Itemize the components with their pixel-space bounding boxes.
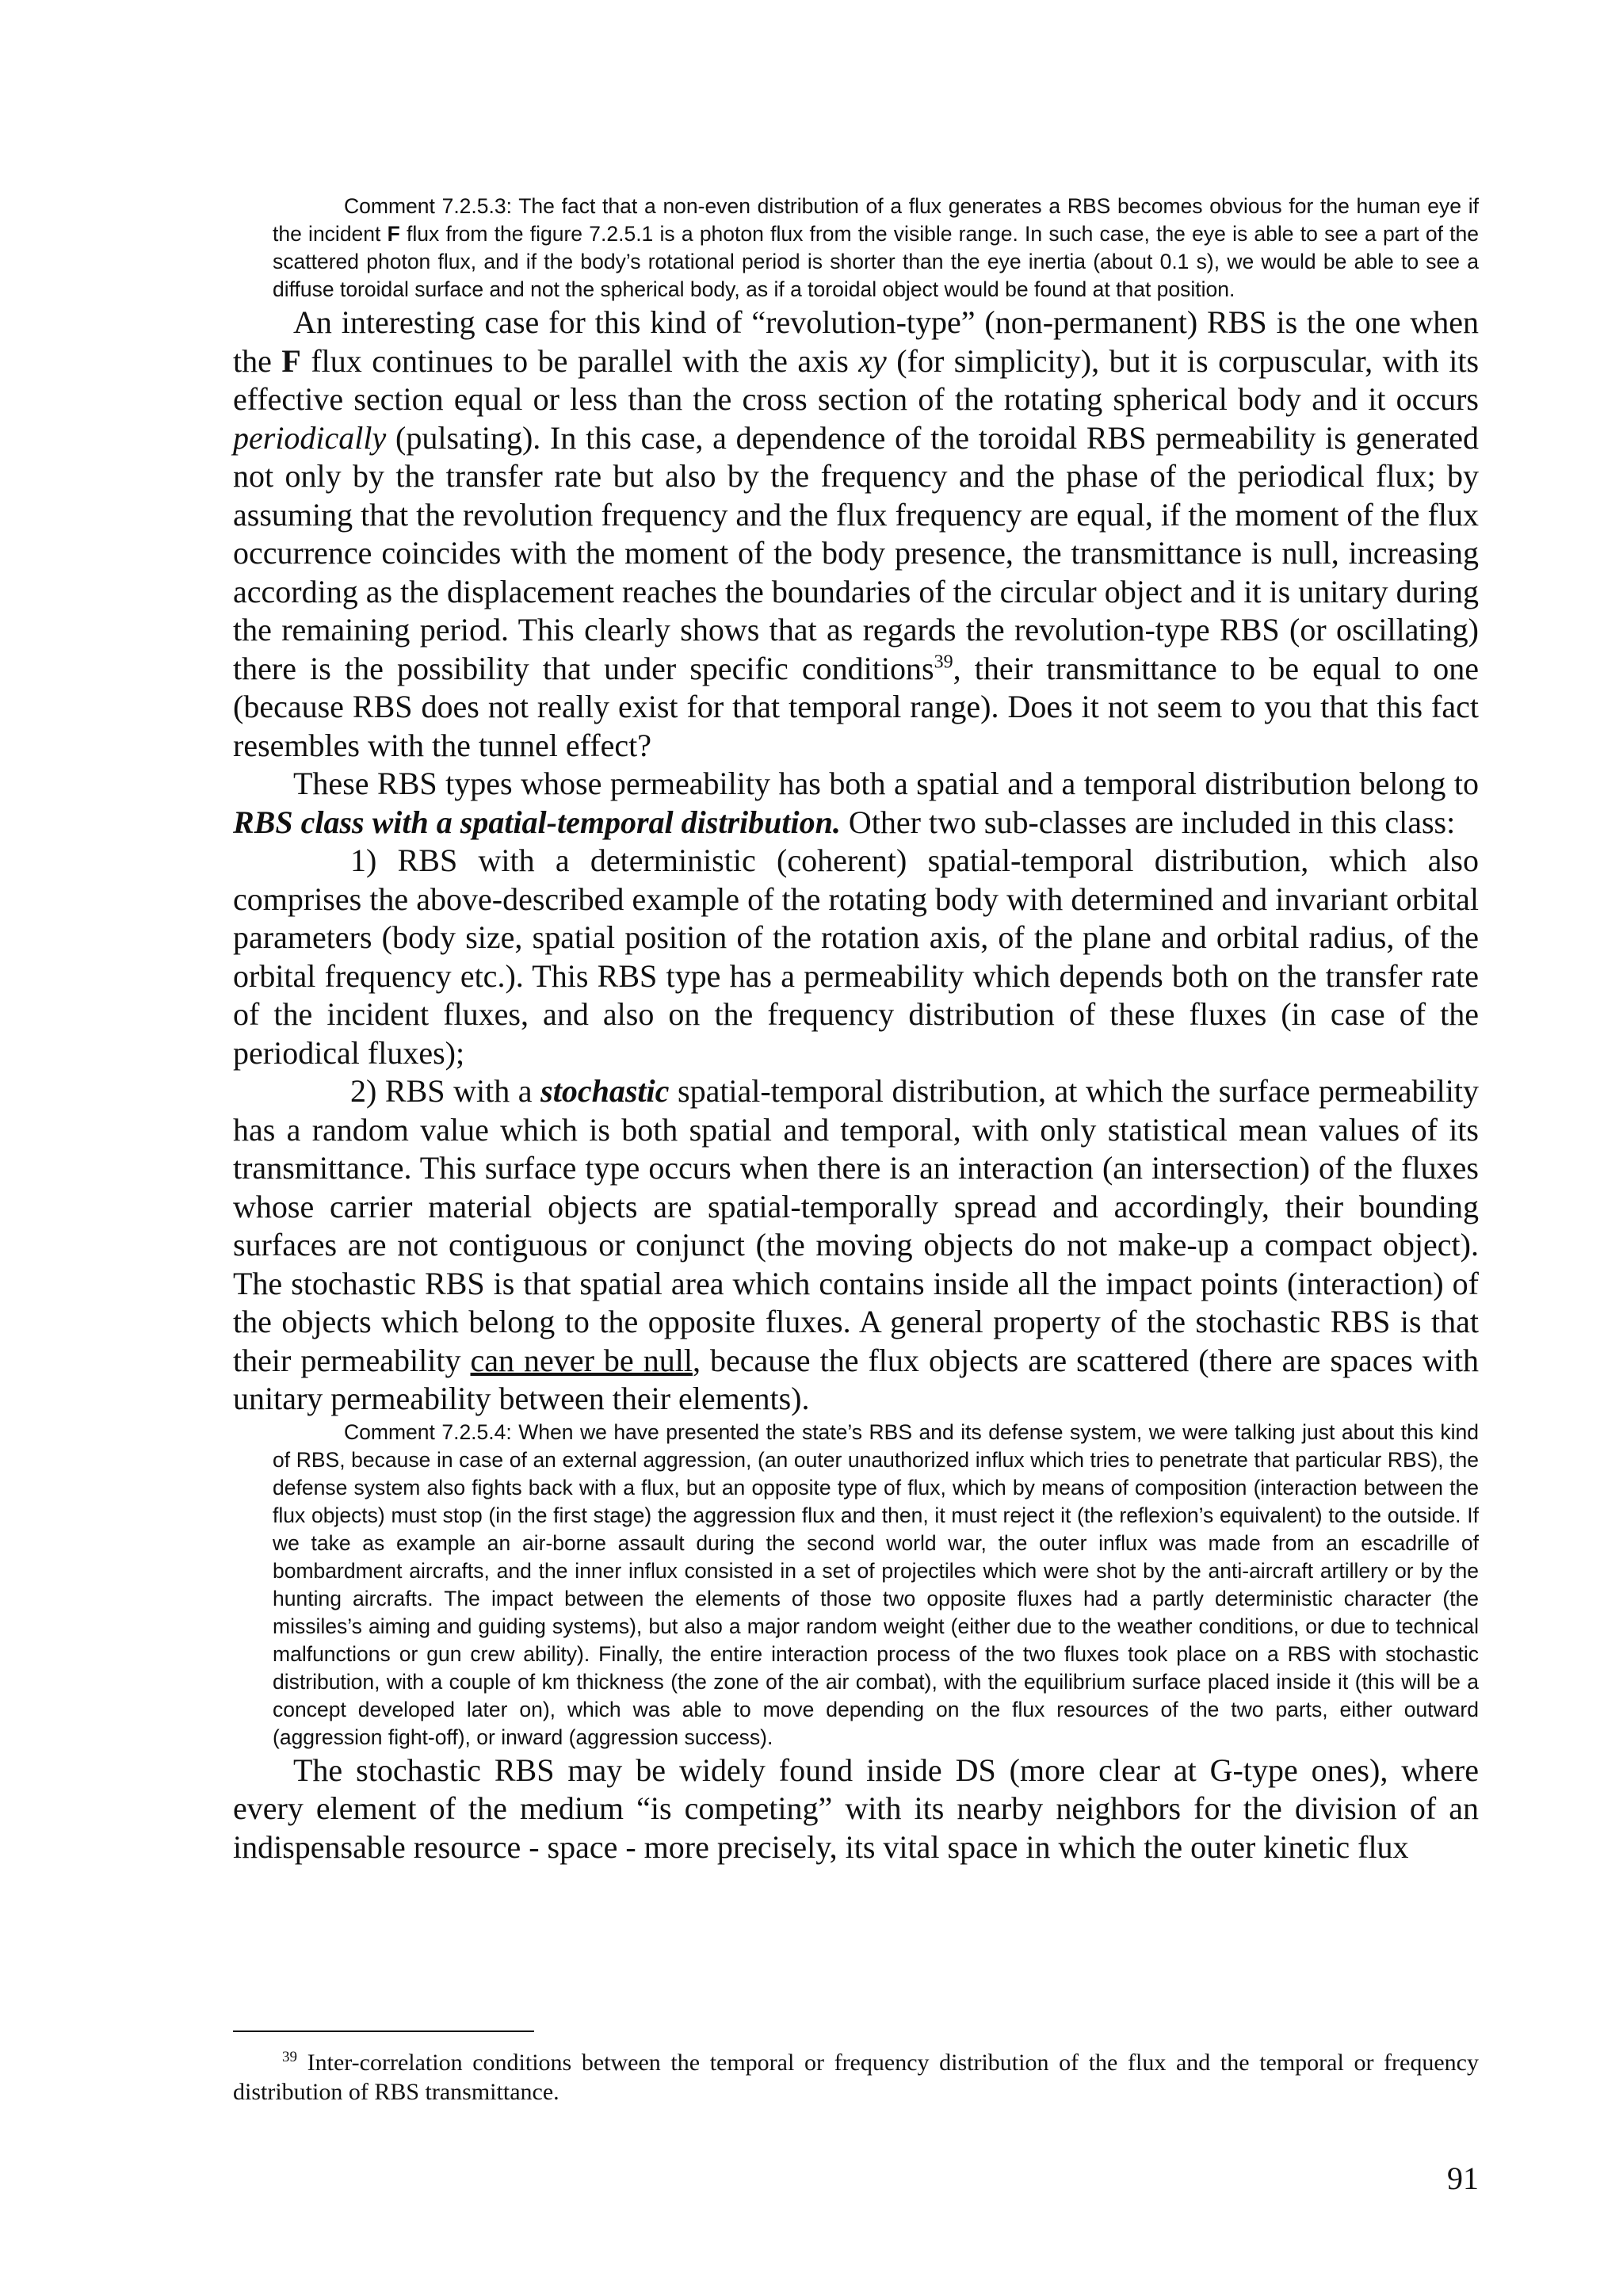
flux-symbol-F: F bbox=[387, 222, 400, 246]
emphasis-periodically: periodically bbox=[233, 419, 387, 456]
paragraph-spatial-temporal-class: These RBS types whose permeability has both a spatial and a temporal distribution belong to RBS class with a spatial-temporal distribution. Other two sub-classes are included in this class: bbox=[233, 766, 1479, 840]
term-rbs-class: RBS class with a spatial-temporal distribution. bbox=[233, 804, 841, 840]
term-stochastic: stochastic bbox=[540, 1073, 670, 1109]
comment-label: Comment 7.2.5.3: bbox=[344, 194, 512, 218]
footnote-reference: 39 bbox=[934, 651, 953, 673]
paragraph-stochastic-rbs-ds: The stochastic RBS may be widely found inside DS (more clear at G-type ones), where every element of the medium “is competing” with its nearby neighbors for the division of an indispensable resource - space - more precisely, its vital space in which the outer kinetic flux bbox=[233, 1752, 1479, 1865]
page-content bbox=[233, 193, 1479, 1866]
underlined-phrase: can never be null bbox=[470, 1342, 693, 1378]
page-number: 91 bbox=[1447, 2160, 1479, 2196]
list-item-stochastic: 2) RBS with a stochastic spatial-temporal distribution, at which the surface permeability has a random value which is both spatial and temporal, with only statistical mean values of its transmittance. This surface type occurs when there is an interaction (an intersection) of the fluxes whose carrier material objects are spatial-temporally spread and accordingly, their bounding surfaces are not contiguous or conjunct (the moving objects do not make-up a compact object). The stochastic RBS is that spatial area which contains inside all the impact points (interaction) of the objects which belong to the opposite fluxes. A general property of the stochastic RBS is that their permeability can never be null, because the flux objects are scattered (there are spaces with unitary permeability between their elements). bbox=[233, 1073, 1480, 1416]
comment-7-2-5-3: Comment 7.2.5.3: The fact that a non-even distribution of a flux generates a RBS becomes obvious for the human eye if the incident F flux from the figure 7.2.5.1 is a photon flux from the visible range. In such case, the eye is able to see a part of the scattered photon flux, and if the body’s rotational period is shorter than the eye inertia (about 0.1 s), we would be able to see a diffuse toroidal surface and not the spherical body, as if a toroidal object would be found at that position. bbox=[273, 194, 1479, 301]
flux-symbol-F: F bbox=[281, 342, 301, 379]
axis-symbol-xy: xy bbox=[858, 342, 887, 379]
comment-7-2-5-4: Comment 7.2.5.4: When we have presented the state’s RBS and its defense system, we were talking just about this kind of RBS, because in case of an external aggression, (an outer unauthorized influx which tries to penetrate that particular RBS), the defense system also fights back with a flux, but an opposite type of flux, which by means of composition (interaction between the flux objects) must stop (in the first stage) the aggression flux and then, it must reject it (the reflexion’s equivalent) to the outside. If we take as example an air-borne assault during the second world war, the outer influx was made from an escadrille of bombardment aircrafts, and the inner influx consisted in a set of projectiles which were shot by the anti-aircraft artillery or by the hunting aircrafts. The impact between the elements of those two opposite fluxes had a partly deterministic character (the missiles’s aiming and guiding systems), but also a major random weight (either due to the weather conditions, or due to technical malfunctions or gun crew ability). Finally, the entire interaction process of the two fluxes took place on a RBS with stochastic distribution, with a couple of km thickness (the zone of the air combat), with the equilibrium surface placed inside it (this will be a concept developed later on), which was able to move depending on the flux resources of the two parts, either outward (aggression fight-off), or inward (aggression success). bbox=[273, 1419, 1479, 1749]
list-item-deterministic: 1) RBS with a deterministic (coherent) spatial-temporal distribution, which also comprises the above-described example of the rotating body with determined and invariant orbital parameters (body size, spatial position of the rotation axis, of the plane and orbital radius, of the orbital frequency etc.). This RBS type has a permeability which depends both on the transfer rate of the incident fluxes, and also on the frequency distribution of these fluxes (in case of the periodical fluxes); bbox=[233, 842, 1479, 1071]
footnote-number: 39 bbox=[282, 2049, 297, 2065]
footnote-separator bbox=[233, 2030, 534, 2032]
comment-label: Comment 7.2.5.4: bbox=[344, 1419, 512, 1444]
paragraph-revolution-type-rbs: An interesting case for this kind of “revolution-type” (non-permanent) RBS is the one when the F flux continues to be parallel with the axis xy (for simplicity), but it is corpuscular, with its effective section equal or less than the cross section of the rotating spherical body and it occurs periodically (pulsating). In this case, a dependence of the toroidal RBS permeability is generated not only by the transfer rate but also by the frequency and the phase of the periodical flux; by assuming that the revolution frequency and the flux frequency are equal, if the moment of the flux occurrence coincides with the moment of the body presence, the transmittance is null, increasing according as the displacement reaches the boundaries of the circular object and it is unitary during the remaining period. This clearly shows that as regards the revolution-type RBS (or oscillating) there is the possibility that under specific conditions$^{39}$, their transmittance to be equal to one (because RBS does not really exist for that temporal range). Does it not seem to you that this fact resembles with the tunnel effect? bbox=[233, 304, 1480, 763]
footnote-39: $^{39}$ Inter-correlation conditions between the temporal or frequency distribution of the flux and the temporal or frequency distribution of RBS transmittance. bbox=[233, 2049, 1479, 2105]
